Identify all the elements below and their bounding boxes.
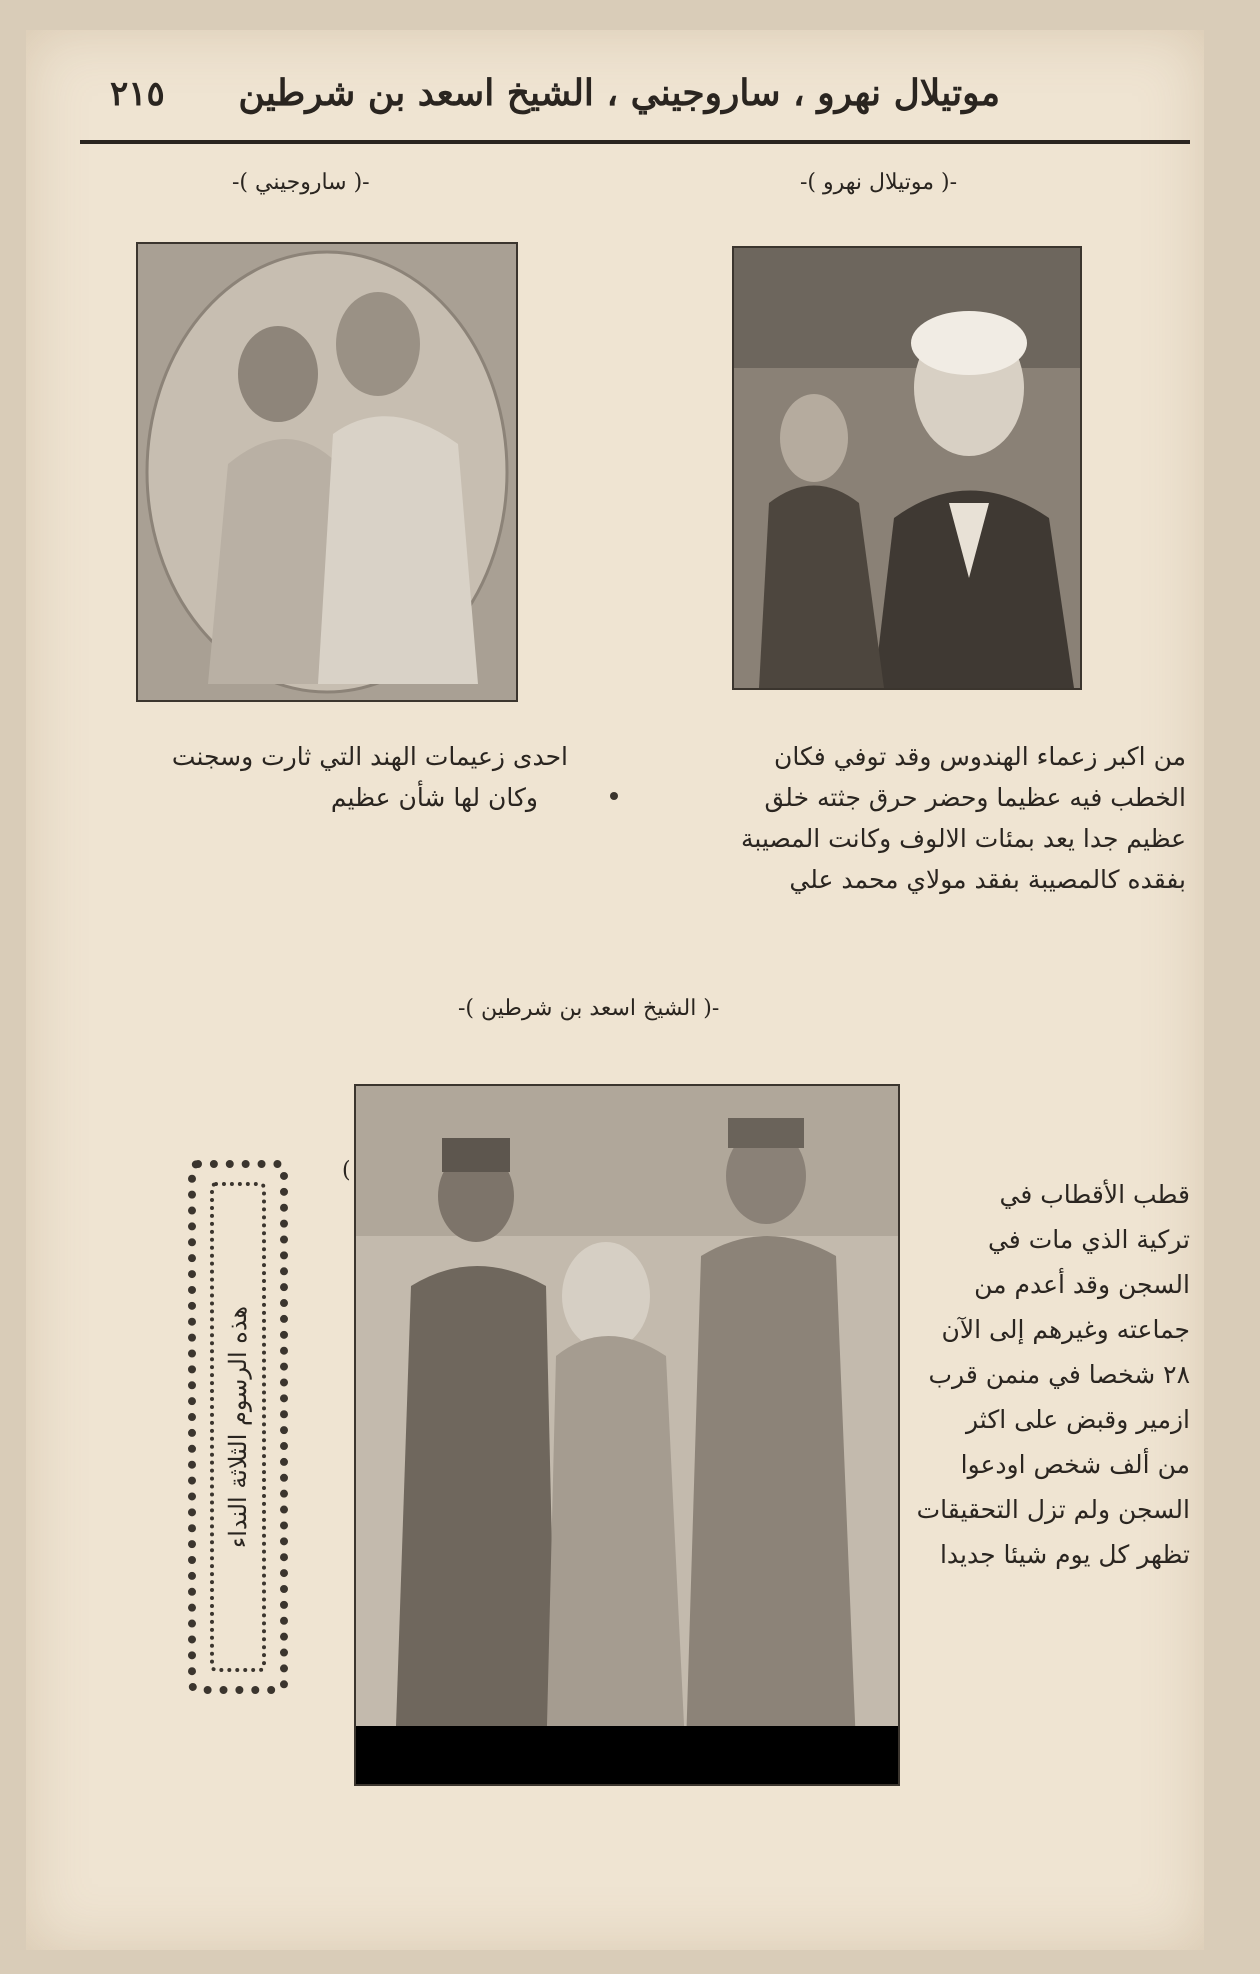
decorative-dot [610,792,618,800]
ornament-caption: هذه الرسوم الثلاثة النداء [224,1305,252,1549]
motilal-caption: -( موتيلال نهرو )- [800,170,958,195]
sheikh-line-3: السجن وقد أعدم من [974,1270,1190,1299]
ornamental-frame [188,1160,288,1694]
sarojini-photo [136,242,518,702]
motilal-line-4: بفقده كالمصيبة بفقد مولاي محمد علي [789,865,1186,894]
sheikh-line-5: ٢٨ شخصا في منمن قرب [928,1360,1190,1389]
page-header [80,60,1190,120]
sheikh-line-4: جماعته وغيرهم إلى الآن [941,1315,1190,1344]
sarojini-line-2: وكان لها شأن عظيم [330,783,538,812]
motilal-line-1: من اكبر زعماء الهندوس وقد توفي فكان [774,742,1186,771]
sheikh-line-9: تظهر كل يوم شيئا جديدا [939,1540,1190,1569]
sheikh-line-6: ازمير وقبض على اكثر [966,1405,1190,1434]
sheikh-text [916,1172,1190,1577]
sarojini-text [98,736,568,818]
header-rule [80,140,1190,144]
sheikh-caption: -( الشيخ اسعد بن شرطين )- [458,996,720,1021]
sheikh-line-2: تركية الذي مات في [987,1225,1190,1254]
sheikh-line-8: السجن ولم تزل التحقيقات [916,1495,1190,1524]
motilal-line-2: الخطب فيه عظيما وحضر حرق جثته خلق [764,783,1186,812]
sarojini-line-1: احدى زعيمات الهند التي ثارت وسجنت [171,742,568,771]
sheikh-line-7: من ألف شخص اودعوا [960,1450,1190,1479]
motilal-photo [732,246,1082,690]
stray-parenthesis: ( [342,1158,351,1183]
running-title: موتيلال نهرو ، ساروجيني ، الشيخ اسعد بن شرطين [238,72,1000,114]
motilal-text [666,736,1186,900]
page-number: ٢١٥ [110,74,165,114]
sheikh-line-1: قطب الأقطاب في [999,1180,1190,1209]
sarojini-caption: -( ساروجيني )- [232,170,370,195]
sheikh-photo [354,1084,900,1786]
motilal-line-3: عظيم جدا يعد بمئات الالوف وكانت المصيبة [741,824,1186,853]
